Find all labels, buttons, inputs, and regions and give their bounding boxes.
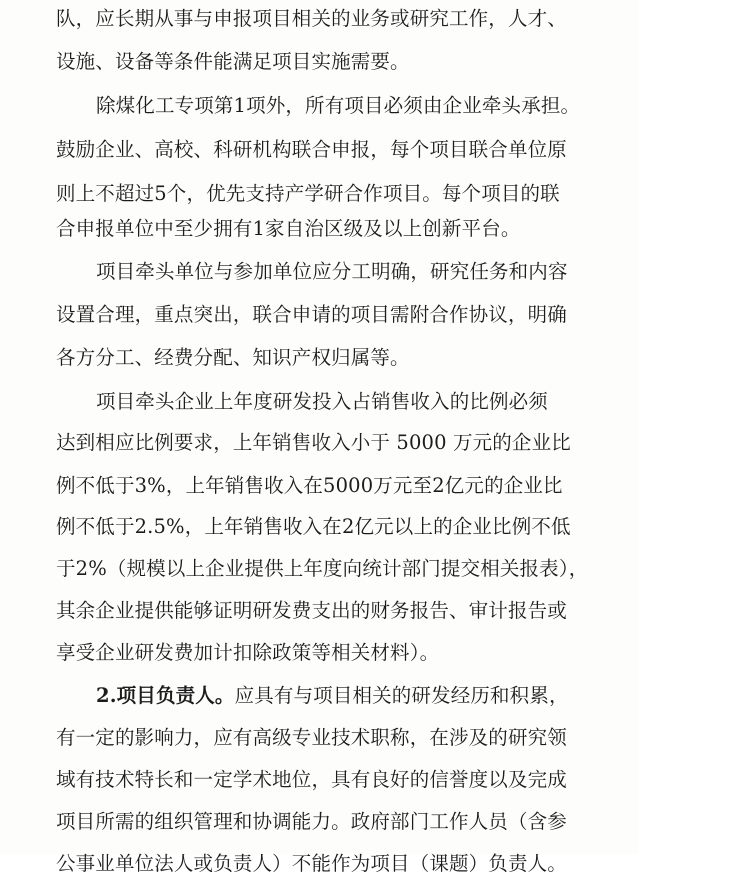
text-line: 设施、设备等条件能满足项目实施需要。 xyxy=(56,50,410,73)
text-line: 于2%（规模以上企业提供上年度向统计部门提交相关报表）， xyxy=(56,557,589,580)
section-heading: 2.项目负责人。 xyxy=(96,684,235,707)
text-line: 域有技术特长和一定学术地位，具有良好的信誉度以及完成 xyxy=(56,768,567,791)
text-line: 应具有与项目相关的研发经历和积累， xyxy=(234,684,569,707)
text-line: 除煤化工专项第1项外，所有项目必须由企业牵头承担。 xyxy=(96,94,581,117)
text-line: 享受企业研发费加计扣除政策等相关材料）。 xyxy=(56,641,440,664)
text-line: 各方分工、经费分配、知识产权归属等。 xyxy=(56,346,410,369)
paragraph-heading-line xyxy=(96,678,569,714)
text-line: 设置合理，重点突出，联合申请的项目需附合作协议，明确 xyxy=(56,303,567,326)
text-line: 项目所需的组织管理和协调能力。政府部门工作人员（含参 xyxy=(56,810,567,833)
text-line: 有一定的影响力，应有高级专业技术职称，在涉及的研究领 xyxy=(56,726,567,749)
text-line: 项目牵头单位与参加单位应分工明确，研究任务和内容 xyxy=(96,260,568,283)
text-line: 项目牵头企业上年度研发投入占销售收入的比例必须 xyxy=(96,390,548,413)
text-line: 则上不超过5个，优先支持产学研合作项目。每个项目的联 xyxy=(56,182,560,205)
text-line: 鼓励企业、高校、科研机构联合申报，每个项目联合单位原 xyxy=(56,138,567,161)
text-line: 例不低于3%，上年销售收入在5000万元至2亿元的企业比 xyxy=(56,474,563,497)
text-line: 公事业单位法人或负责人）不能作为项目（课题）负责人。 xyxy=(56,852,567,875)
text-line: 合申报单位中至少拥有1家自治区级及以上创新平台。 xyxy=(56,217,521,240)
text-line: 达到相应比例要求，上年销售收入小于 5000 万元的企业比 xyxy=(56,431,571,454)
text-line: 例不低于2.5%，上年销售收入在2亿元以上的企业比例不低 xyxy=(56,515,571,538)
text-line: 其余企业提供能够证明研发费支出的财务报告、审计报告或 xyxy=(56,599,567,622)
text-line: 队，应长期从事与申报项目相关的业务或研究工作，人才、 xyxy=(56,7,567,30)
